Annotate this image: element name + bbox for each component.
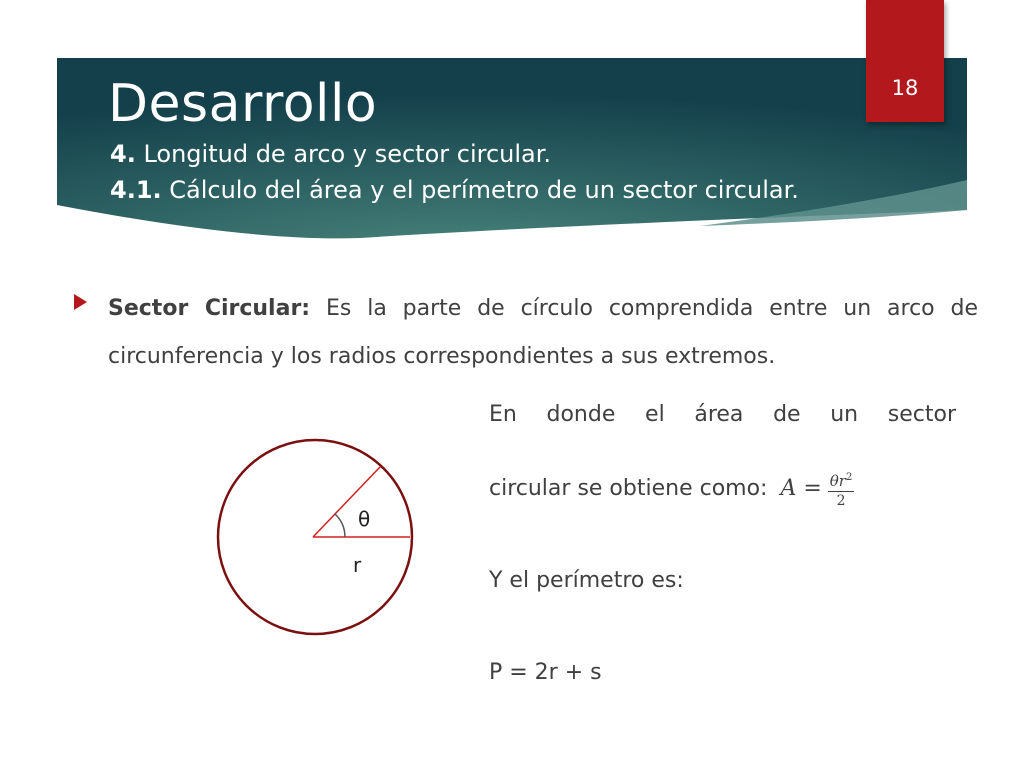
area-intro-line xyxy=(489,402,956,427)
area-formula-line xyxy=(489,468,854,510)
slide-title: Desarrollo xyxy=(108,74,378,134)
radius-label: r xyxy=(353,553,362,577)
page-number: 18 xyxy=(891,76,919,100)
area-word: un xyxy=(830,402,859,427)
area-formula-lead: circular se obtiene como: xyxy=(489,476,775,501)
formula-lhs: A = xyxy=(780,476,822,501)
area-formula xyxy=(780,468,854,510)
circle-sector-diagram xyxy=(205,430,425,650)
area-word: el xyxy=(645,402,665,427)
area-word: donde xyxy=(546,402,616,427)
definition-bullet xyxy=(108,285,978,381)
bullet-arrow-icon xyxy=(74,294,87,310)
definition-text: Es la parte de círculo comprendida entre un arco de circunferencia y los radios correspondientes a sus extremos. xyxy=(108,296,978,369)
angle-arc xyxy=(335,514,345,537)
subtitle-section xyxy=(110,140,551,168)
area-word: área xyxy=(694,402,744,427)
theta-label: θ xyxy=(358,507,371,531)
subtitle-subsection xyxy=(110,176,799,204)
subtitle-section-text: Longitud de arco y sector circular. xyxy=(135,140,552,168)
perimeter-label: Y el perímetro es: xyxy=(489,568,684,593)
formula-fraction xyxy=(828,468,855,510)
subtitle-subsection-text: Cálculo del área y el perímetro de un sector circular. xyxy=(161,176,799,204)
area-word: sector xyxy=(887,402,956,427)
formula-numerator xyxy=(828,468,855,492)
perimeter-formula: P = 2r + s xyxy=(489,660,602,685)
formula-numerator-base: θr xyxy=(829,472,846,490)
definition-term: Sector Circular: xyxy=(108,296,311,321)
area-word: En xyxy=(489,402,517,427)
area-word: de xyxy=(773,402,801,427)
formula-denominator: 2 xyxy=(836,493,846,509)
subtitle-section-number: 4. xyxy=(110,140,136,168)
subtitle-subsection-number: 4.1. xyxy=(110,176,162,204)
formula-numerator-exponent: 2 xyxy=(845,472,853,483)
page-number-tab xyxy=(866,0,944,122)
